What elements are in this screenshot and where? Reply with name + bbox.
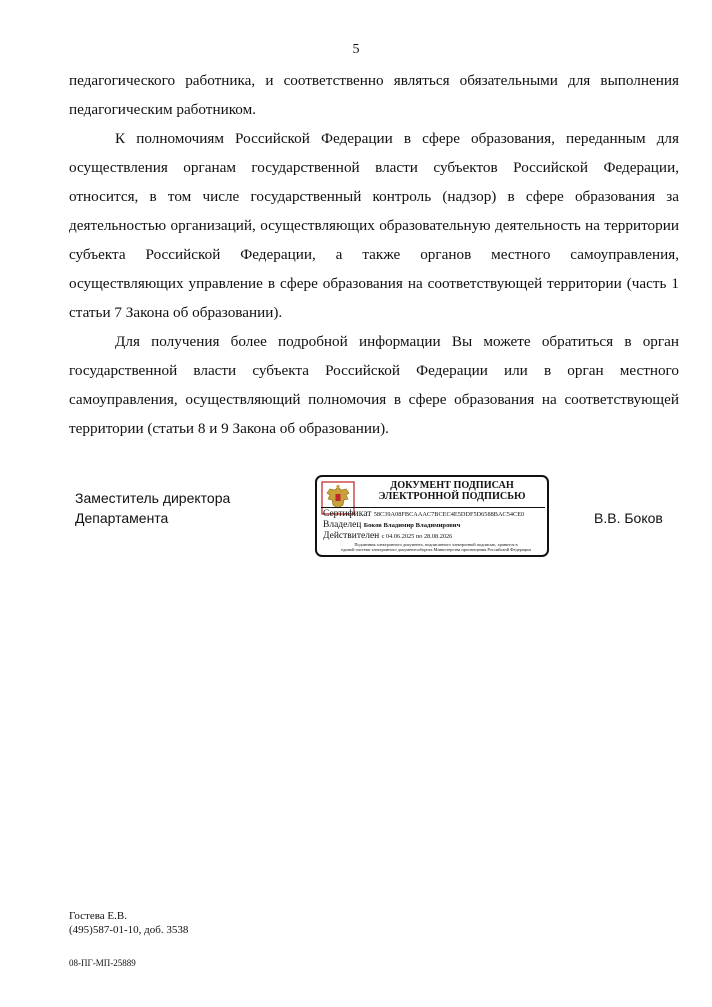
executor-name: Гостева Е.В.: [69, 910, 127, 922]
stamp-validity: [323, 531, 452, 541]
stamp-note-line-1: Подлинник электронного документа, подписанного электронной подписью, хранится в: [354, 542, 518, 547]
validity-label: Действителен: [323, 531, 380, 541]
page-number: 5: [352, 42, 360, 57]
stamp-note: [325, 542, 547, 552]
signatory-title: [75, 488, 230, 528]
validity-value: с 04.06.2025 по 28.08.2026: [381, 533, 453, 540]
stamp-heading-line-1: ДОКУМЕНТ ПОДПИСАН: [390, 480, 514, 491]
stamp-owner: [323, 520, 460, 530]
certificate-value: 58C39A08FBCAAAC7BCEC4E5DDF5D6588BAC54CE0: [373, 511, 525, 518]
stamp-divider: [321, 507, 545, 508]
stamp-heading-line-2: ЭЛЕКТРОННОЙ ПОДПИСЬЮ: [378, 491, 526, 502]
stamp-heading: [357, 480, 547, 502]
electronic-signature-stamp: [315, 475, 549, 557]
stamp-certificate: [323, 509, 524, 519]
signatory-title-line-2: Департамента: [75, 510, 169, 526]
executor-phone: (495)587-01-10, доб. 3538: [69, 924, 189, 936]
executor-info: [69, 909, 188, 937]
certificate-label: Сертификат: [323, 509, 372, 519]
owner-label: Владелец: [323, 520, 362, 530]
signatory-name: В.В. Боков: [594, 510, 663, 526]
stamp-note-line-2: единой системе электронного документооборота Министерства просвещения Российской Федерации: [341, 547, 531, 552]
signatory-title-line-1: Заместитель директора: [75, 490, 231, 506]
letter-body: [69, 66, 679, 443]
paragraph-3: Для получения более подробной информации Вы можете обратиться в орган государственной власти субъекта Российской Федерации или в орган местного самоуправления, осуществляющий полномочия в сфере образования на соответствующей территории (статьи 8 и 9 Закона об образовании).: [69, 333, 679, 437]
owner-value: Боков Владимир Владимирович: [363, 522, 461, 529]
paragraph-2: К полномочиям Российской Федерации в сфере образования, переданным для осуществления органам государственной власти субъектов Российской Федерации, относится, в том числе государственный контроль (надзор) в сфере образования за деятельностью организаций, осуществляющих образовательную деятельность на территории субъекта Российской Федерации, а также органов местного самоуправления, осуществляющих управление в сфере образования на соответствующей территории (часть 1 статьи 7 Закона об образовании).: [69, 130, 679, 321]
paragraph-1: педагогического работника, и соответственно являться обязательными для выполнения педагогическим работником.: [69, 72, 679, 118]
document-number: 08-ПГ-МП-25889: [69, 958, 136, 968]
